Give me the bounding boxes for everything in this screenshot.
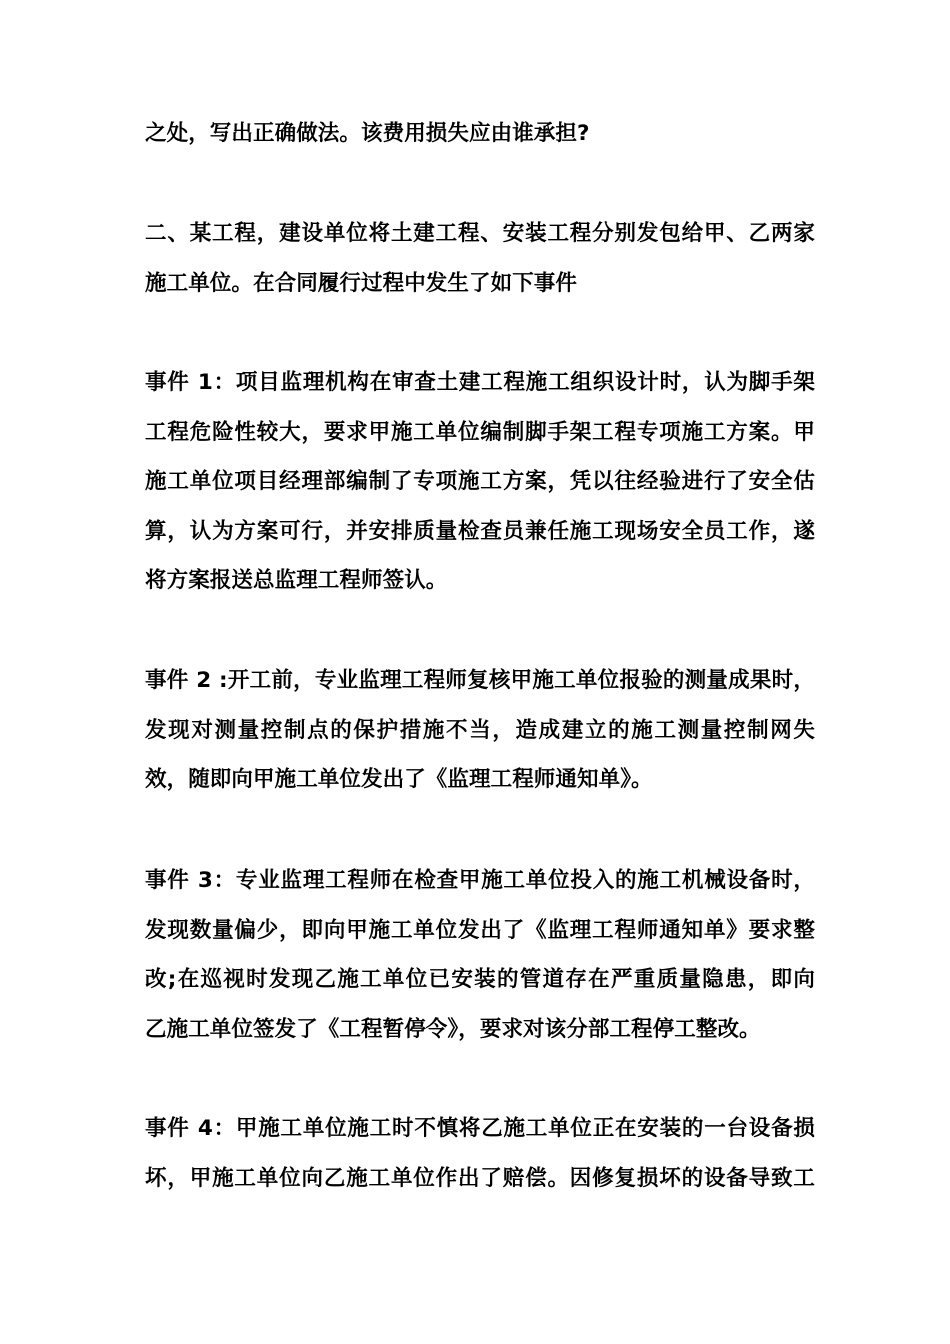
text-line: 算，认为方案可行，并安排质量检查员兼任施工现场安全员工作，遂 xyxy=(145,518,815,544)
text-line: 坏，甲施工单位向乙施工单位作出了赔偿。因修复损坏的设备导致工 xyxy=(145,1165,815,1191)
text-line: 之处，写出正确做法。该费用损失应由谁承担? xyxy=(145,121,590,146)
text-line: 二、某工程，建设单位将土建工程、安装工程分别发包给甲、乙两家 xyxy=(145,221,815,246)
paragraph-event-4 xyxy=(145,1104,815,1203)
text-line: 事件 3：专业监理工程师在检查甲施工单位投入的施工机械设备时， xyxy=(145,868,815,893)
text-line: 工程危险性较大，要求甲施工单位编制脚手架工程专项施工方案。甲 xyxy=(145,419,815,445)
text-line: 事件 4：甲施工单位施工时不慎将乙施工单位正在安装的一台设备损 xyxy=(145,1116,815,1141)
text-line: 将方案报送总监理工程师签认。 xyxy=(145,568,448,593)
text-line: 施工单位项目经理部编制了专项施工方案，凭以往经验进行了安全估 xyxy=(145,469,815,494)
text-line: 事件 1：项目监理机构在审查土建工程施工组织设计时，认为脚手架 xyxy=(145,370,815,395)
paragraph-question-end xyxy=(145,109,815,159)
paragraph-event-3 xyxy=(145,856,815,1054)
text-line: 事件 2 :开工前，专业监理工程师复核甲施工单位报验的测量成果时， xyxy=(145,668,815,693)
text-line: 发现对测量控制点的保护措施不当，造成建立的施工测量控制网失 xyxy=(145,717,815,743)
paragraph-case-two-intro xyxy=(145,209,815,308)
text-line: 施工单位。在合同履行过程中发生了如下事件 xyxy=(145,270,578,296)
text-line: 改;在巡视时发现乙施工单位已安装的管道存在严重质量隐患，即向 xyxy=(145,967,815,992)
text-line: 乙施工单位签发了《工程暂停令》，要求对该分部工程停工整改。 xyxy=(145,1016,761,1042)
paragraph-event-2 xyxy=(145,656,815,805)
text-line: 效，随即向甲施工单位发出了《监理工程师通知单》。 xyxy=(145,767,653,792)
paragraph-event-1 xyxy=(145,358,815,606)
text-line: 发现数量偏少，即向甲施工单位发出了《监理工程师通知单》要求整 xyxy=(145,917,815,943)
